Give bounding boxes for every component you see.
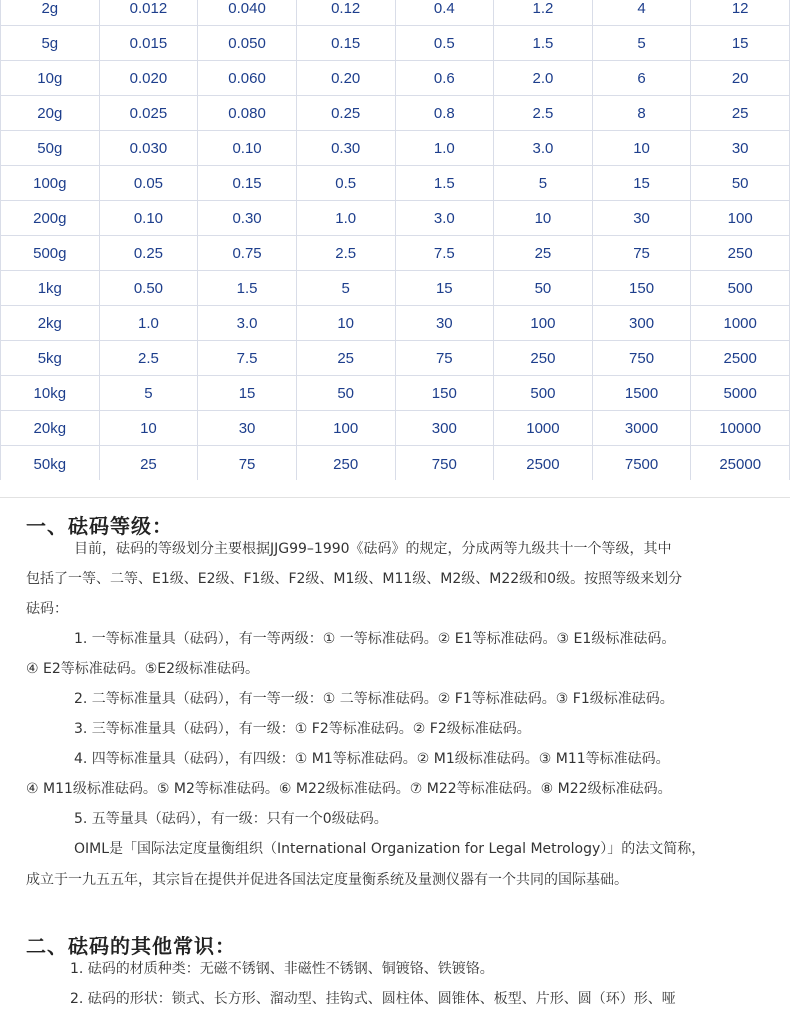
tolerance-cell: 1.5 [198, 271, 297, 306]
tolerance-cell: 0.15 [296, 26, 395, 61]
grade-item-4-line1: 4. 四等标准量具（砝码），有四级：① M1等标准砝码。② M1级标准砝码。③ M11等标准砝码。 [74, 751, 670, 767]
tolerance-cell: 20 [691, 61, 790, 96]
tolerance-cell: 2.5 [99, 341, 198, 376]
tolerance-table [0, 0, 790, 480]
tolerance-cell: 750 [395, 446, 494, 481]
tolerance-cell: 5 [592, 26, 691, 61]
table-row [1, 376, 790, 411]
tolerance-cell: 1.0 [395, 131, 494, 166]
tolerance-cell: 10 [592, 131, 691, 166]
knowledge-item-1: 1. 砝码的材质种类：无磁不锈钢、非磁性不锈钢、铜镀铬、铁镀铬。 [70, 961, 494, 977]
tolerance-cell: 2.0 [494, 61, 593, 96]
table-row [1, 411, 790, 446]
tolerance-cell: 1.0 [296, 201, 395, 236]
tolerance-cell: 0.050 [198, 26, 297, 61]
tolerance-cell: 0.4 [395, 0, 494, 26]
grade-item-5: 5. 五等量具（砝码），有一级：只有一个0级砝码。 [74, 811, 388, 827]
tolerance-cell: 300 [395, 411, 494, 446]
tolerance-cell: 15 [198, 376, 297, 411]
table-row [1, 166, 790, 201]
table-row [1, 271, 790, 306]
tolerance-cell: 300 [592, 306, 691, 341]
tolerance-cell: 15 [691, 26, 790, 61]
tolerance-cell: 25 [494, 236, 593, 271]
table-row [1, 0, 790, 26]
mass-cell: 2g [1, 0, 100, 26]
tolerance-cell: 0.20 [296, 61, 395, 96]
table-row [1, 341, 790, 376]
tolerance-cell: 2.5 [296, 236, 395, 271]
grade-item-2: 2. 二等标准量具（砝码），有一等一级：① 二等标准砝码。② F1等标准砝码。③ F1级标准砝码。 [74, 691, 674, 707]
tolerance-cell: 1.2 [494, 0, 593, 26]
tolerance-table-body [1, 0, 790, 480]
mass-cell: 20g [1, 96, 100, 131]
tolerance-cell: 1.0 [99, 306, 198, 341]
tolerance-cell: 0.8 [395, 96, 494, 131]
tolerance-cell: 3.0 [395, 201, 494, 236]
tolerance-cell: 150 [592, 271, 691, 306]
tolerance-cell: 0.5 [296, 166, 395, 201]
mass-cell: 5kg [1, 341, 100, 376]
tolerance-cell: 0.080 [198, 96, 297, 131]
tolerance-cell: 7500 [592, 446, 691, 481]
tolerance-cell: 3.0 [494, 131, 593, 166]
tolerance-cell: 10 [494, 201, 593, 236]
grade-item-4-line2: ④ M11级标准砝码。⑤ M2等标准砝码。⑥ M22级标准砝码。⑦ M22等标准砝码。⑧ M22级标准砝码。 [26, 781, 672, 797]
mass-cell: 200g [1, 201, 100, 236]
table-row [1, 236, 790, 271]
tolerance-cell: 500 [691, 271, 790, 306]
oiml-line1: OIML是「国际法定度量衡组织（International Organization for Legal Metrology）」的法文简称， [74, 841, 706, 857]
tolerance-cell: 5 [494, 166, 593, 201]
section2-title: 二、砝码的其他常识： [26, 934, 236, 958]
tolerance-cell: 0.060 [198, 61, 297, 96]
tolerance-cell: 75 [592, 236, 691, 271]
table-row [1, 446, 790, 481]
section1-title: 一、砝码等级： [26, 514, 173, 538]
tolerance-cell: 3000 [592, 411, 691, 446]
tolerance-cell: 0.50 [99, 271, 198, 306]
tolerance-cell: 75 [395, 341, 494, 376]
tolerance-cell: 750 [592, 341, 691, 376]
tolerance-cell: 25 [296, 341, 395, 376]
tolerance-cell: 0.10 [99, 201, 198, 236]
section-divider [0, 497, 790, 498]
tolerance-cell: 0.040 [198, 0, 297, 26]
tolerance-cell: 0.015 [99, 26, 198, 61]
tolerance-cell: 0.6 [395, 61, 494, 96]
tolerance-table-container [0, 0, 790, 480]
tolerance-cell: 150 [395, 376, 494, 411]
tolerance-cell: 250 [691, 236, 790, 271]
tolerance-cell: 25 [691, 96, 790, 131]
tolerance-cell: 10000 [691, 411, 790, 446]
tolerance-cell: 15 [395, 271, 494, 306]
tolerance-cell: 15 [592, 166, 691, 201]
tolerance-cell: 7.5 [395, 236, 494, 271]
tolerance-cell: 30 [592, 201, 691, 236]
tolerance-cell: 0.25 [296, 96, 395, 131]
mass-cell: 1kg [1, 271, 100, 306]
tolerance-cell: 30 [198, 411, 297, 446]
tolerance-cell: 5000 [691, 376, 790, 411]
tolerance-cell: 30 [395, 306, 494, 341]
grade-item-1-line1: 1. 一等标准量具（砝码），有一等两级：① 一等标准砝码。② E1等标准砝码。③ E1级标准砝码。 [74, 631, 676, 647]
tolerance-cell: 0.25 [99, 236, 198, 271]
tolerance-cell: 250 [494, 341, 593, 376]
tolerance-cell: 5 [296, 271, 395, 306]
tolerance-cell: 250 [296, 446, 395, 481]
tolerance-cell: 3.0 [198, 306, 297, 341]
tolerance-cell: 0.12 [296, 0, 395, 26]
tolerance-cell: 0.15 [198, 166, 297, 201]
mass-cell: 500g [1, 236, 100, 271]
tolerance-cell: 100 [296, 411, 395, 446]
tolerance-cell: 2500 [494, 446, 593, 481]
tolerance-cell: 10 [99, 411, 198, 446]
tolerance-cell: 1500 [592, 376, 691, 411]
tolerance-cell: 0.012 [99, 0, 198, 26]
tolerance-cell: 12 [691, 0, 790, 26]
tolerance-cell: 0.020 [99, 61, 198, 96]
table-row [1, 26, 790, 61]
tolerance-cell: 50 [691, 166, 790, 201]
tolerance-cell: 0.30 [198, 201, 297, 236]
section1-paragraph-line3: 砝码： [26, 601, 68, 617]
oiml-line2: 成立于一九五五年，其宗旨在提供并促进各国法定度量衡系统及量测仪器有一个共同的国际基础。 [26, 872, 628, 888]
tolerance-cell: 25000 [691, 446, 790, 481]
tolerance-cell: 25 [99, 446, 198, 481]
tolerance-cell: 0.05 [99, 166, 198, 201]
tolerance-cell: 100 [494, 306, 593, 341]
tolerance-cell: 0.10 [198, 131, 297, 166]
tolerance-cell: 0.030 [99, 131, 198, 166]
section1-paragraph-line1: 目前，砝码的等级划分主要根据JJG99–1990《砝码》的规定，分成两等九级共十一个等级，其中 [74, 541, 672, 557]
mass-cell: 20kg [1, 411, 100, 446]
mass-cell: 100g [1, 166, 100, 201]
tolerance-cell: 0.025 [99, 96, 198, 131]
tolerance-cell: 2.5 [494, 96, 593, 131]
tolerance-cell: 10 [296, 306, 395, 341]
table-row [1, 131, 790, 166]
mass-cell: 10kg [1, 376, 100, 411]
mass-cell: 50g [1, 131, 100, 166]
tolerance-cell: 1000 [494, 411, 593, 446]
tolerance-cell: 4 [592, 0, 691, 26]
grade-item-3: 3. 三等标准量具（砝码），有一级：① F2等标准砝码。② F2级标准砝码。 [74, 721, 531, 737]
mass-cell: 2kg [1, 306, 100, 341]
tolerance-cell: 2500 [691, 341, 790, 376]
tolerance-cell: 100 [691, 201, 790, 236]
grade-item-1-line2: ④ E2等标准砝码。⑤E2级标准砝码。 [26, 661, 260, 677]
mass-cell: 10g [1, 61, 100, 96]
tolerance-cell: 50 [494, 271, 593, 306]
tolerance-cell: 0.75 [198, 236, 297, 271]
tolerance-cell: 1.5 [395, 166, 494, 201]
tolerance-cell: 75 [198, 446, 297, 481]
table-row [1, 61, 790, 96]
tolerance-cell: 1000 [691, 306, 790, 341]
tolerance-cell: 500 [494, 376, 593, 411]
section1-paragraph-line2: 包括了一等、二等、E1级、E2级、F1级、F2级、M1级、M11级、M2级、M22级和0级。按照等级来划分 [26, 571, 683, 587]
tolerance-cell: 50 [296, 376, 395, 411]
tolerance-cell: 5 [99, 376, 198, 411]
mass-cell: 5g [1, 26, 100, 61]
knowledge-item-2: 2. 砝码的形状：锁式、长方形、溜动型、挂钩式、圆柱体、圆锥体、板型、片形、圆（环）形、哑 [70, 991, 676, 1007]
mass-cell: 50kg [1, 446, 100, 481]
tolerance-cell: 8 [592, 96, 691, 131]
tolerance-cell: 1.5 [494, 26, 593, 61]
tolerance-cell: 7.5 [198, 341, 297, 376]
table-row [1, 201, 790, 236]
table-row [1, 306, 790, 341]
tolerance-cell: 30 [691, 131, 790, 166]
table-row [1, 96, 790, 131]
tolerance-cell: 0.30 [296, 131, 395, 166]
tolerance-cell: 6 [592, 61, 691, 96]
tolerance-cell: 0.5 [395, 26, 494, 61]
